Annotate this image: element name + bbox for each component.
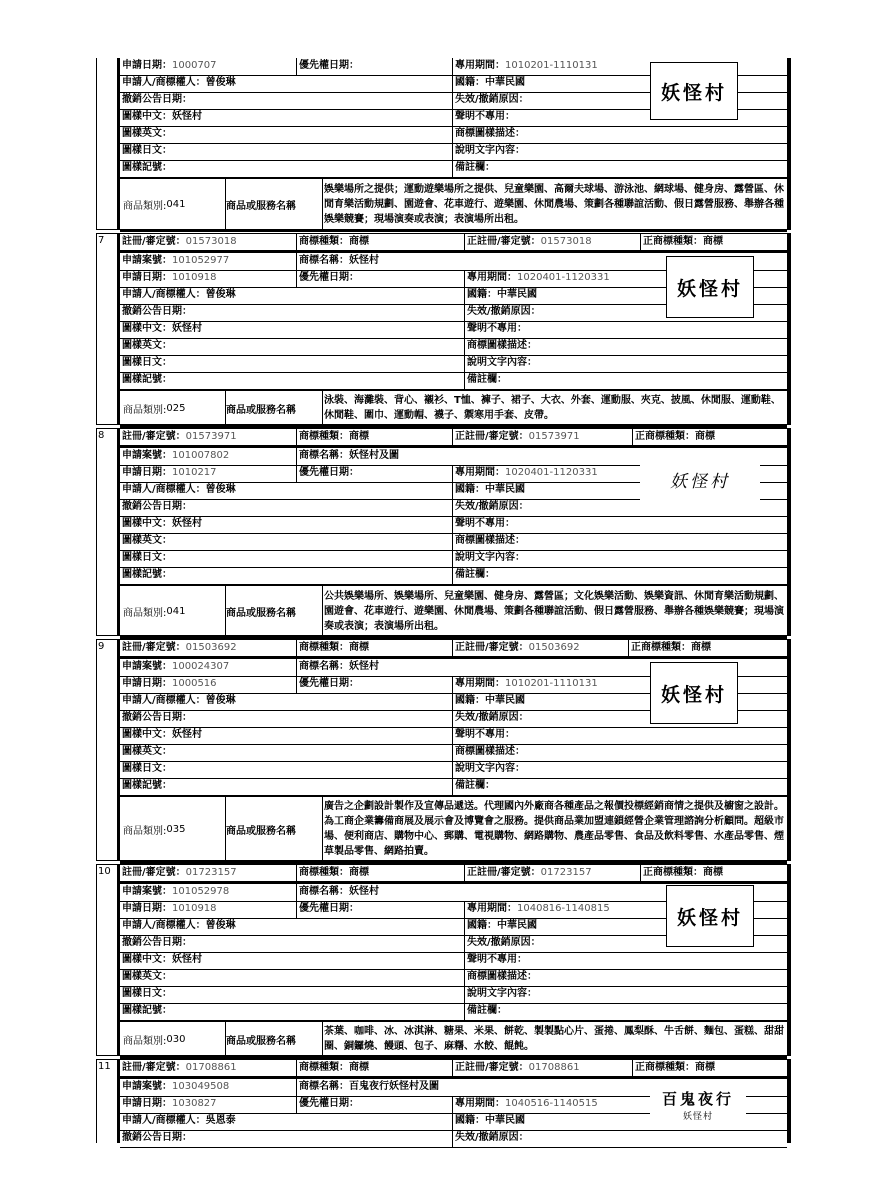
trademark-record-9: 9 註冊/審定號：01503692 商標種類：商標 正註冊/審定號：01503692 正商標種類：商標 申請案號：100024307 商標名稱：妖怪村 申請日期：1000516 優先權日期： 專用期間：1010201-1110131 申請人/商標權人：曾俊琳 國籍：中華民國 撤銷公告日期： 失效/撤銷原因： 圖樣中文：妖怪村 聲明不專用： 圖樣英文： 商標圖樣描述： 圖樣日文： 說明文字內容： 圖樣記號： 備註欄： 妖怪村 商品類別: 035 商品或服務名稱 廣告之企劃設計製作及宣傳品遞送。代理國內外廠商各種產品之報價投標經銷商情之提供及櫥窗之設計。為工商企業籌備商展及展示會及博覽會之服務。提供商品業加盟連鎖經營企業管理諮詢分析顧問。超級市場、便利商店、購物中心、郵購、電視購物、網路購物、農產品零售、食品及飲料零售、水產品零售、煙草製品零售、網路拍賣。: [96, 639, 791, 861]
trademark-record-11: 11 註冊/審定號：01708861 商標種類：商標 正註冊/審定號：01708861 正商標種類：商標 申請案號：103049508 商標名稱：百鬼夜行妖怪村及圖 申請日期：1030827 優先權日期： 專用期間：1040516-1140515 申請人/商標權人：吳恩泰 國籍：中華民國 撤銷公告日期： 失效/撤銷原因： 百鬼夜行 妖怪村: [96, 1059, 791, 1143]
trademark-logo: 妖怪村: [650, 62, 738, 120]
goods-section: 商品類別: 041 商品或服務名稱 公共娛樂場所、娛樂場所、兒童樂園、健身房、露營區；文化娛樂活動、娛樂資訊、休閒育樂活動規劃、園遊會、花車遊行、遊樂園、休閒農場、策劃各種聯誼活動、假日露營服務、舉辦各種娛樂競賽；現場演奏或表演；表演場所出租。: [120, 584, 787, 639]
logo-sub-text: 妖怪村: [682, 1112, 713, 1122]
goods-section: 商品類別: 041 商品或服務名稱 娛樂場所之提供；運動遊樂場所之提供、兒童樂園、高爾夫球場、游泳池、網球場、健身房、露營區、休閒育樂活動規劃、園遊會、花車遊行、遊樂園、休閒農場、策劃各種聯誼活動、假日露營服務、舉辦各種娛樂競賽；現場演奏或表演；表演場所出租。: [120, 177, 787, 232]
goods-section: 商品類別: 025 商品或服務名稱 泳裝、海灘裝、背心、襯衫、T恤、褲子、裙子、大衣、外套、運動服、夾克、披風、休閒服、運動鞋、休閒鞋、圍巾、運動帽、襪子、禦寒用手套、皮帶。: [120, 389, 787, 428]
goods-section: 商品類別: 030 商品或服務名稱 茶葉、咖啡、冰、冰淇淋、糖果、米果、餅乾、製製點心片、蛋捲、鳳梨酥、牛舌餅、麵包、蛋糕、甜甜圈、銅鑼燒、饅頭、包子、麻糬、水餃、餛飩。: [120, 1020, 787, 1059]
trademark-record-7: 7 註冊/審定號：01573018 商標種類：商標 正註冊/審定號：01573018 正商標種類：商標 申請案號：101052977 商標名稱：妖怪村 申請日期：1010918 優先權日期： 專用期間：1020401-1120331 申請人/商標權人：曾俊琳 國籍：中華民國 撤銷公告日期： 失效/撤銷原因： 圖樣中文：妖怪村 聲明不專用： 圖樣英文： 商標圖樣描述： 圖樣日文： 說明文字內容： 圖樣記號： 備註欄： 妖怪村 商品類別: 025 商品或服務名稱 泳裝、海灘裝、背心、襯衫、T恤、褲子、裙子、大衣、外套、運動服、夾克、披風、休閒服、運動鞋、休閒鞋、圍巾、運動帽、襪子、禦寒用手套、皮帶。: [96, 233, 791, 425]
trademark-logo: 妖怪村: [666, 256, 754, 318]
trademark-logo: [650, 1080, 746, 1130]
trademark-record-10: 10 註冊/審定號：01723157 商標種類：商標 正註冊/審定號：01723157 正商標種類：商標 申請案號：101052978 商標名稱：妖怪村 申請日期：1010918 優先權日期： 專用期間：1040816-1140815 申請人/商標權人：曾俊琳 國籍：中華民國 撤銷公告日期： 失效/撤銷原因： 圖樣中文：妖怪村 聲明不專用： 圖樣英文： 商標圖樣描述： 圖樣日文： 說明文字內容： 圖樣記號： 備註欄： 妖怪村 商品類別: 030 商品或服務名稱 茶葉、咖啡、冰、冰淇淋、糖果、米果、餅乾、製製點心片、蛋捲、鳳梨酥、牛舌餅、麵包、蛋糕、甜甜圈、銅鑼燒、饅頭、包子、麻糬、水餃、餛飩。: [96, 864, 791, 1056]
trademark-record-8: 8 註冊/審定號：01573971 商標種類：商標 正註冊/審定號：01573971 正商標種類：商標 申請案號：101007802 商標名稱：妖怪村及圖 申請日期：1010217 優先權日期： 專用期間：1020401-1120331 申請人/商標權人：曾俊琳 國籍：中華民國 撤銷公告日期： 失效/撤銷原因： 圖樣中文：妖怪村 聲明不專用： 圖樣英文： 商標圖樣描述： 圖樣日文： 說明文字內容： 圖樣記號： 備註欄： 妖怪村 商品類別: 041 商品或服務名稱 公共娛樂場所、娛樂場所、兒童樂園、健身房、露營區；文化娛樂活動、娛樂資訊、休閒育樂活動規劃、園遊會、花車遊行、遊樂園、休閒農場、策劃各種聯誼活動、假日露營服務、舉辦各種娛樂競賽；現場演奏或表演；表演場所出租。: [96, 428, 791, 636]
trademark-record-partial: 申請日期：1000707 優先權日期： 專用期間：1010201-1110131 申請人/商標權人：曾俊琳 國籍：中華民國 撤銷公告日期： 失效/撤銷原因： 圖樣中文：妖怪村 聲明不專用： 圖樣英文： 商標圖樣描述： 圖樣日文： 說明文字內容： 圖樣記號： 備註欄： 妖怪村 商品類別: 041 商品或服務名稱 娛樂場所之提供；運動遊樂場所之提供、兒童樂園、高爾夫球場、游泳池、網球場、健身房、露營區、休閒育樂活動規劃、園遊會、花車遊行、遊樂園、休閒農場、策劃各種聯誼活動、假日露營服務、舉辦各種娛樂競賽；現場演奏或表演；表演場所出租。: [96, 58, 791, 230]
trademark-logo: 妖怪村: [640, 451, 760, 507]
trademark-logo: 妖怪村: [650, 662, 738, 724]
goods-section: 商品類別: 035 商品或服務名稱 廣告之企劃設計製作及宣傳品遞送。代理國內外廠商各種產品之報價投標經銷商情之提供及櫥窗之設計。為工商企業籌備商展及展示會及博覽會之服務。提供商品業加盟連鎖經營企業管理諮詢分析顧問。超級市場、便利商店、購物中心、郵購、電視購物、網路購物、農產品零售、食品及飲料零售、水產品零售、煙草製品零售、網路拍賣。: [120, 795, 787, 864]
trademark-logo: 妖怪村: [666, 885, 754, 947]
logo-main-text: 百鬼夜行: [661, 1090, 734, 1108]
row-app-date: 申請日期：1000707 優先權日期： 專用期間：1010201-1110131: [120, 58, 787, 76]
